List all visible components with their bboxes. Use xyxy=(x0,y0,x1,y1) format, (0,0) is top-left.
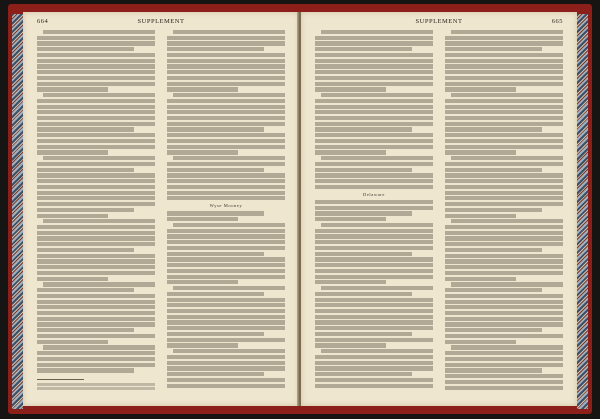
text-line xyxy=(445,82,563,86)
text-line xyxy=(37,150,108,154)
text-line xyxy=(321,349,433,353)
left-page-number: 664 xyxy=(37,18,49,25)
text-line xyxy=(445,36,563,40)
text-line xyxy=(37,351,155,355)
text-line xyxy=(167,217,238,221)
right-running-head xyxy=(315,18,563,28)
footnote-line xyxy=(37,387,155,390)
text-line xyxy=(173,223,285,227)
text-line xyxy=(167,332,264,336)
footnote-line xyxy=(37,383,155,386)
text-line xyxy=(167,127,264,131)
text-line xyxy=(315,378,433,382)
text-line xyxy=(43,219,155,223)
text-line xyxy=(167,343,238,347)
text-line xyxy=(37,122,155,126)
text-line xyxy=(445,41,563,45)
text-line xyxy=(37,76,155,80)
text-line xyxy=(167,298,285,302)
text-line xyxy=(315,298,433,302)
text-line xyxy=(315,303,433,307)
text-line xyxy=(315,246,433,250)
text-line xyxy=(445,162,563,166)
text-line xyxy=(167,185,285,189)
text-line xyxy=(321,286,433,290)
text-line xyxy=(445,294,563,298)
text-line xyxy=(167,234,285,238)
text-line xyxy=(43,156,155,160)
text-line xyxy=(445,305,563,309)
text-line xyxy=(37,87,108,91)
text-line xyxy=(167,116,285,120)
text-line xyxy=(315,122,433,126)
text-line xyxy=(37,259,155,263)
text-line xyxy=(445,145,563,149)
text-line xyxy=(445,150,516,154)
text-line xyxy=(167,122,285,126)
text-line xyxy=(167,355,285,359)
text-line xyxy=(167,76,285,80)
text-line xyxy=(167,87,238,91)
text-line xyxy=(315,36,433,40)
text-line xyxy=(43,345,155,349)
text-line xyxy=(37,59,155,63)
text-line xyxy=(315,252,412,256)
text-line xyxy=(315,59,433,63)
text-line xyxy=(445,311,563,315)
text-line xyxy=(315,355,433,359)
text-line xyxy=(37,236,155,240)
text-line xyxy=(43,282,155,286)
text-line xyxy=(37,179,155,183)
text-line xyxy=(445,386,563,390)
text-line xyxy=(37,271,155,275)
left-column-1 xyxy=(37,30,155,396)
text-line xyxy=(37,317,155,321)
text-line xyxy=(37,173,155,177)
text-line xyxy=(445,214,516,218)
left-page xyxy=(23,12,299,406)
text-line xyxy=(37,242,155,246)
text-line xyxy=(445,133,563,137)
text-line xyxy=(37,340,108,344)
text-line xyxy=(167,179,285,183)
text-line xyxy=(315,269,433,273)
text-line xyxy=(167,361,285,365)
text-line xyxy=(37,105,155,109)
text-line xyxy=(37,311,155,315)
text-line xyxy=(315,41,433,45)
text-line xyxy=(321,223,433,227)
open-book xyxy=(8,4,592,414)
text-line xyxy=(445,179,563,183)
left-running-title: SUPPLEMENT xyxy=(137,18,185,25)
text-line xyxy=(315,173,433,177)
text-line xyxy=(37,231,155,235)
text-line xyxy=(37,139,155,143)
text-line xyxy=(445,334,563,338)
text-line xyxy=(315,179,433,183)
text-line xyxy=(173,156,285,160)
text-line xyxy=(315,280,386,284)
text-line xyxy=(43,93,155,97)
text-line xyxy=(315,47,412,51)
text-line xyxy=(315,105,433,109)
right-page xyxy=(301,12,577,406)
text-line xyxy=(445,225,563,229)
text-line xyxy=(315,99,433,103)
text-line xyxy=(37,202,155,206)
marbled-edge-left xyxy=(12,14,23,409)
text-line xyxy=(315,292,412,296)
text-line xyxy=(37,133,155,137)
text-line xyxy=(167,366,285,370)
text-line xyxy=(173,349,285,353)
text-line xyxy=(37,110,155,114)
text-line xyxy=(445,191,563,195)
text-line xyxy=(321,30,433,34)
text-line xyxy=(43,30,155,34)
text-line xyxy=(167,240,285,244)
text-line xyxy=(37,36,155,40)
text-line xyxy=(451,93,563,97)
text-line xyxy=(315,257,433,261)
text-line xyxy=(315,162,433,166)
text-line xyxy=(445,242,563,246)
text-line xyxy=(445,47,542,51)
text-line xyxy=(167,211,264,215)
text-line xyxy=(167,280,238,284)
text-line xyxy=(445,70,563,74)
text-line xyxy=(167,196,285,200)
text-line xyxy=(315,338,433,342)
marbled-edge-right xyxy=(577,14,588,409)
text-line xyxy=(315,229,433,233)
text-line xyxy=(37,185,155,189)
text-line xyxy=(445,168,542,172)
text-line xyxy=(37,70,155,74)
text-line xyxy=(37,288,134,292)
text-line xyxy=(167,275,285,279)
text-line xyxy=(37,214,108,218)
text-line xyxy=(167,246,285,250)
text-line xyxy=(445,317,563,321)
section-heading: Delaware xyxy=(362,192,386,198)
text-line xyxy=(167,257,285,261)
text-line xyxy=(167,99,285,103)
right-page-number: 665 xyxy=(551,18,563,25)
text-line xyxy=(315,53,433,57)
text-line xyxy=(315,200,433,204)
text-line xyxy=(167,110,285,114)
text-line xyxy=(37,328,134,332)
section-heading: Wyse Mooney xyxy=(209,203,243,209)
text-line xyxy=(315,76,433,80)
text-line xyxy=(445,208,542,212)
text-line xyxy=(167,133,285,137)
text-line xyxy=(445,265,563,269)
text-line xyxy=(445,64,563,68)
text-line xyxy=(445,231,563,235)
text-line xyxy=(445,322,563,326)
text-line xyxy=(445,271,563,275)
text-line xyxy=(315,309,433,313)
text-line xyxy=(37,300,155,304)
text-line xyxy=(167,229,285,233)
text-line xyxy=(173,93,285,97)
text-line xyxy=(315,315,433,319)
text-line xyxy=(167,326,285,330)
text-line xyxy=(167,59,285,63)
right-running-title: SUPPLEMENT xyxy=(415,18,463,25)
text-line xyxy=(445,340,516,344)
text-line xyxy=(315,275,433,279)
text-line xyxy=(37,225,155,229)
text-line xyxy=(167,105,285,109)
text-line xyxy=(167,338,285,342)
text-line xyxy=(315,139,433,143)
text-line xyxy=(167,191,285,195)
text-line xyxy=(445,185,563,189)
text-line xyxy=(167,139,285,143)
text-line xyxy=(445,368,542,372)
text-line xyxy=(37,162,155,166)
text-line xyxy=(315,87,386,91)
text-line xyxy=(445,196,563,200)
text-line xyxy=(37,191,155,195)
text-line xyxy=(321,93,433,97)
text-line xyxy=(445,139,563,143)
text-line xyxy=(37,305,155,309)
text-line xyxy=(315,206,433,210)
text-line xyxy=(445,76,563,80)
text-line xyxy=(167,315,285,319)
text-line xyxy=(37,334,155,338)
text-line xyxy=(37,322,155,326)
text-line xyxy=(445,116,563,120)
text-line xyxy=(167,82,285,86)
text-line xyxy=(167,168,264,172)
text-line xyxy=(167,47,264,51)
text-line xyxy=(445,328,542,332)
text-line xyxy=(37,254,155,258)
text-line xyxy=(167,41,285,45)
text-line xyxy=(445,87,516,91)
right-column-2 xyxy=(445,30,563,396)
text-line xyxy=(445,374,563,378)
text-line xyxy=(315,234,433,238)
text-line xyxy=(315,185,433,189)
text-line xyxy=(445,288,542,292)
text-line xyxy=(37,294,155,298)
text-line xyxy=(445,351,563,355)
text-line xyxy=(315,133,433,137)
text-line xyxy=(445,248,542,252)
text-line xyxy=(37,357,155,361)
text-line xyxy=(37,53,155,57)
text-line xyxy=(315,82,433,86)
text-line xyxy=(445,300,563,304)
text-line xyxy=(315,110,433,114)
text-line xyxy=(451,345,563,349)
text-line xyxy=(167,162,285,166)
text-line xyxy=(167,372,264,376)
text-line xyxy=(167,303,285,307)
text-line xyxy=(451,219,563,223)
text-line xyxy=(37,248,134,252)
left-column-2 xyxy=(167,30,285,396)
text-line xyxy=(315,263,433,267)
text-line xyxy=(315,320,433,324)
text-line xyxy=(167,36,285,40)
left-text-columns xyxy=(37,30,285,396)
text-line xyxy=(315,240,433,244)
text-line xyxy=(167,320,285,324)
text-line xyxy=(37,145,155,149)
text-line xyxy=(315,384,433,388)
text-line xyxy=(167,64,285,68)
text-line xyxy=(315,366,433,370)
text-line xyxy=(37,99,155,103)
text-line xyxy=(445,357,563,361)
text-line xyxy=(315,64,433,68)
text-line xyxy=(173,30,285,34)
text-line xyxy=(445,259,563,263)
text-line xyxy=(315,70,433,74)
text-line xyxy=(315,326,433,330)
text-line xyxy=(445,173,563,177)
text-line xyxy=(451,30,563,34)
text-line xyxy=(445,236,563,240)
text-line xyxy=(37,196,155,200)
text-line xyxy=(37,127,134,131)
text-line xyxy=(445,127,542,131)
right-text-columns xyxy=(315,30,563,396)
text-line xyxy=(37,41,155,45)
text-line xyxy=(445,59,563,63)
text-line xyxy=(173,286,285,290)
text-line xyxy=(37,265,155,269)
left-running-head xyxy=(37,18,285,28)
text-line xyxy=(167,252,264,256)
text-line xyxy=(451,282,563,286)
text-line xyxy=(167,263,285,267)
text-line xyxy=(445,277,516,281)
text-line xyxy=(167,309,285,313)
text-line xyxy=(445,122,563,126)
text-line xyxy=(315,332,412,336)
text-line xyxy=(315,127,412,131)
text-line xyxy=(167,53,285,57)
text-line xyxy=(37,168,134,172)
text-line xyxy=(315,372,412,376)
text-line xyxy=(167,173,285,177)
text-line xyxy=(37,363,155,367)
text-line xyxy=(445,99,563,103)
text-line xyxy=(451,156,563,160)
text-line xyxy=(445,105,563,109)
text-line xyxy=(445,380,563,384)
text-line xyxy=(37,47,134,51)
text-line xyxy=(167,384,285,388)
text-line xyxy=(37,277,108,281)
text-line xyxy=(315,116,433,120)
text-line xyxy=(315,168,412,172)
text-line xyxy=(445,53,563,57)
text-line xyxy=(167,378,285,382)
text-line xyxy=(315,361,433,365)
text-line xyxy=(37,208,134,212)
text-line xyxy=(315,217,386,221)
text-line xyxy=(167,269,285,273)
text-line xyxy=(167,145,285,149)
text-line xyxy=(167,150,238,154)
text-line xyxy=(445,110,563,114)
text-line xyxy=(445,363,563,367)
text-line xyxy=(321,156,433,160)
text-line xyxy=(445,254,563,258)
text-line xyxy=(445,202,563,206)
text-line xyxy=(37,82,155,86)
text-line xyxy=(315,150,386,154)
text-line xyxy=(167,292,264,296)
right-column-1 xyxy=(315,30,433,396)
text-line xyxy=(37,64,155,68)
text-line xyxy=(37,368,134,372)
text-line xyxy=(315,343,386,347)
text-line xyxy=(315,145,433,149)
text-line xyxy=(37,116,155,120)
footnote-rule xyxy=(37,379,84,380)
text-line xyxy=(167,70,285,74)
text-line xyxy=(315,211,412,215)
